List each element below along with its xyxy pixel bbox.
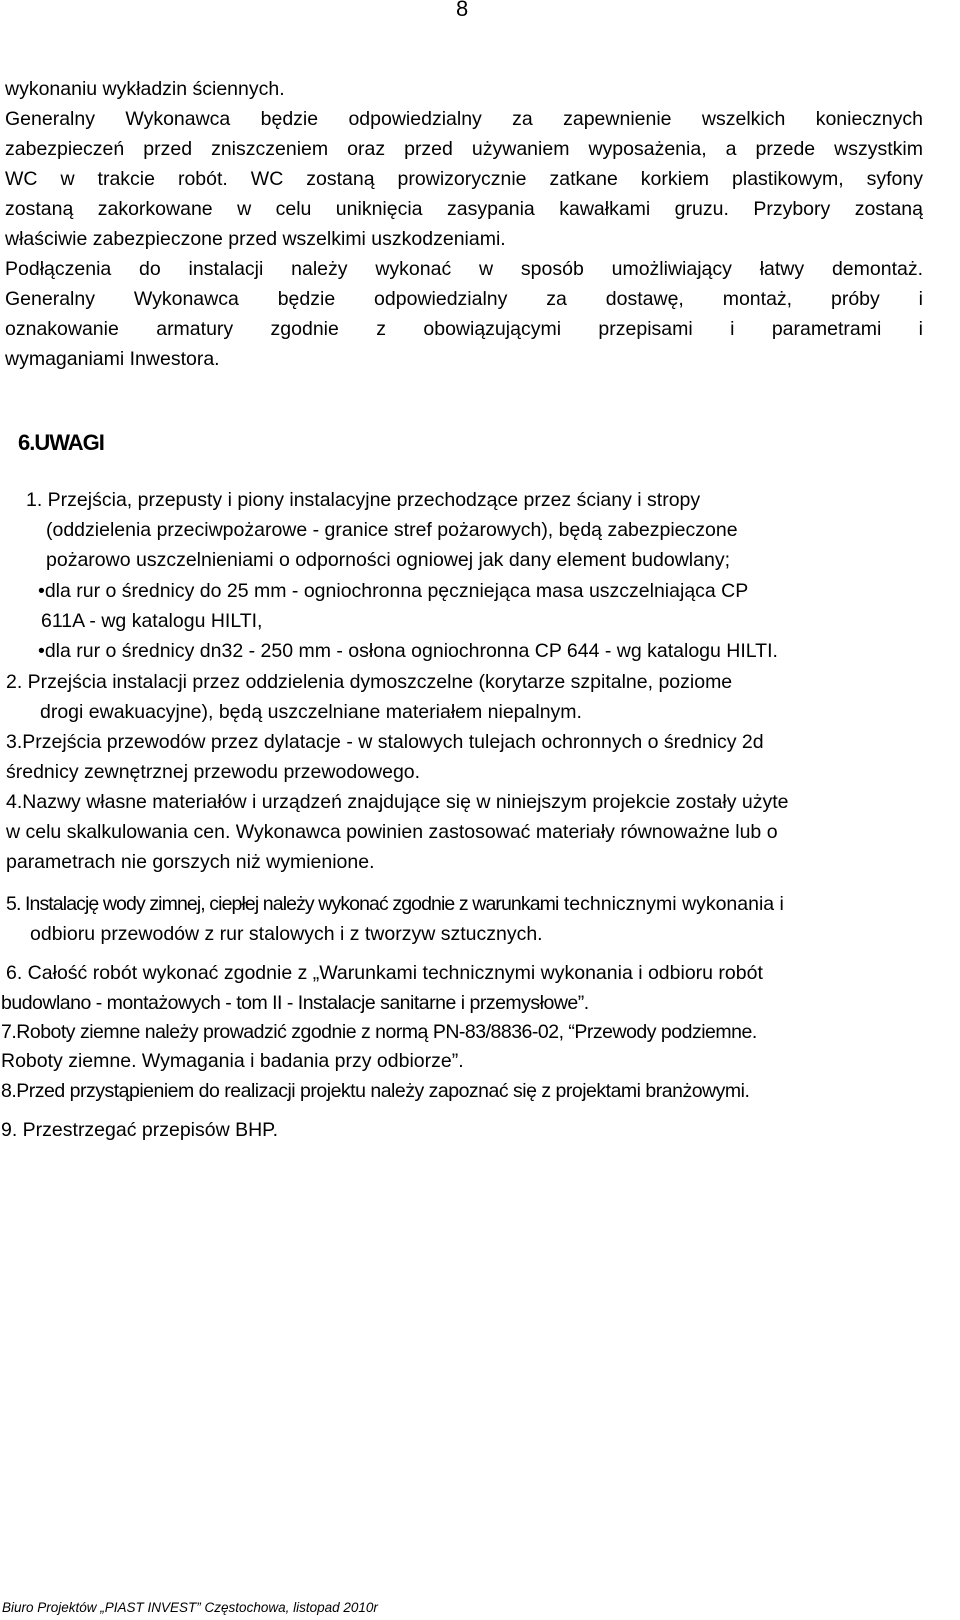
page-footer: Biuro Projektów „PIAST INVEST” Częstochowa, listopad 2010r (2, 1600, 378, 1615)
list-item: budowlano - montażowych - tom II - Instalacje sanitarne i przemysłowe”. (1, 992, 589, 1014)
list-item: Roboty ziemne. Wymagania i badania przy odbiorze”. (1, 1050, 464, 1072)
paragraph-line: wymaganiami Inwestora. (5, 348, 220, 370)
list-item: 3.Przejścia przewodów przez dylatacje - w stalowych tulejach ochronnych o średnicy 2d (6, 731, 764, 753)
list-item: drogi ewakuacyjne), będą uszczelniane materiałem niepalnym. (40, 701, 582, 723)
list-item: średnicy zewnętrznej przewodu przewodowego. (6, 761, 421, 783)
list-item: pożarowo uszczelnieniami o odporności ogniowej jak dany element budowlany; (46, 549, 730, 571)
list-item: 1. Przejścia, przepusty i piony instalacyjne przechodzące przez ściany i stropy (26, 489, 701, 511)
list-item-text: technicznymi wykonania i (558, 893, 784, 915)
list-item: 4.Nazwy własne materiałów i urządzeń znajdujące się w niniejszym projekcie zostały użyte (6, 791, 789, 813)
list-item: 9. Przestrzegać przepisów BHP. (1, 1119, 279, 1141)
paragraph-line: Generalny Wykonawca będzie odpowiedzialny za zapewnienie wszelkich koniecznych (5, 108, 923, 130)
list-item-text: 5. Instalację wody zimnej, ciepłej należy wykonać zgodnie z warunkami (6, 893, 559, 915)
list-item (6, 891, 784, 917)
list-item: 8.Przed przystąpieniem do realizacji projektu należy zapoznać się z projektami branżowymi. (1, 1080, 750, 1102)
paragraph-line: Podłączenia do instalacji należy wykonać w sposób umożliwiający łatwy demontaż. (5, 258, 923, 280)
bullet-item: •dla rur o średnicy dn32 - 250 mm - osłona ogniochronna CP 644 - wg katalogu HILTI. (38, 640, 778, 662)
paragraph-line: WC w trakcie robót. WC zostaną prowizorycznie zatkane korkiem plastikowym, syfony (5, 168, 923, 190)
paragraph-line: wykonaniu wykładzin ściennych. (5, 78, 285, 100)
section-heading: 6.UWAGI (18, 430, 104, 455)
list-item: parametrach nie gorszych niż wymienione. (6, 851, 375, 873)
list-item: 7.Roboty ziemne należy prowadzić zgodnie z normą PN-83/8836-02, “Przewody podziemne. (1, 1021, 757, 1043)
page-number: 8 (456, 0, 469, 21)
paragraph-line: Generalny Wykonawca będzie odpowiedzialny za dostawę, montaż, próby i (5, 288, 923, 310)
paragraph-line: zabezpieczeń przed zniszczeniem oraz przed używaniem wyposażenia, a przede wszystkim (5, 138, 923, 160)
paragraph-line: zostaną zakorkowane w celu uniknięcia zasypania kawałkami gruzu. Przybory zostaną (5, 198, 923, 220)
paragraph-line: właściwie zabezpieczone przed wszelkimi uszkodzeniami. (5, 228, 506, 250)
list-item: w celu skalkulowania cen. Wykonawca powinien zastosować materiały równoważne lub o (6, 821, 778, 843)
paragraph-line: oznakowanie armatury zgodnie z obowiązującymi przepisami i parametrami i (5, 318, 923, 340)
list-item: 2. Przejścia instalacji przez oddzielenia dymoszczelne (korytarze szpitalne, poziome (6, 671, 733, 693)
bullet-item: •dla rur o średnicy do 25 mm - ogniochronna pęczniejąca masa uszczelniająca CP (38, 580, 749, 602)
bullet-item: 611A - wg katalogu HILTI, (41, 610, 263, 632)
list-item: 6. Całość robót wykonać zgodnie z „Warunkami technicznymi wykonania i odbioru robót (6, 962, 763, 984)
list-item: odbioru przewodów z rur stalowych i z tworzyw sztucznych. (30, 923, 543, 945)
list-item: (oddzielenia przeciwpożarowe - granice stref pożarowych), będą zabezpieczone (46, 519, 738, 541)
